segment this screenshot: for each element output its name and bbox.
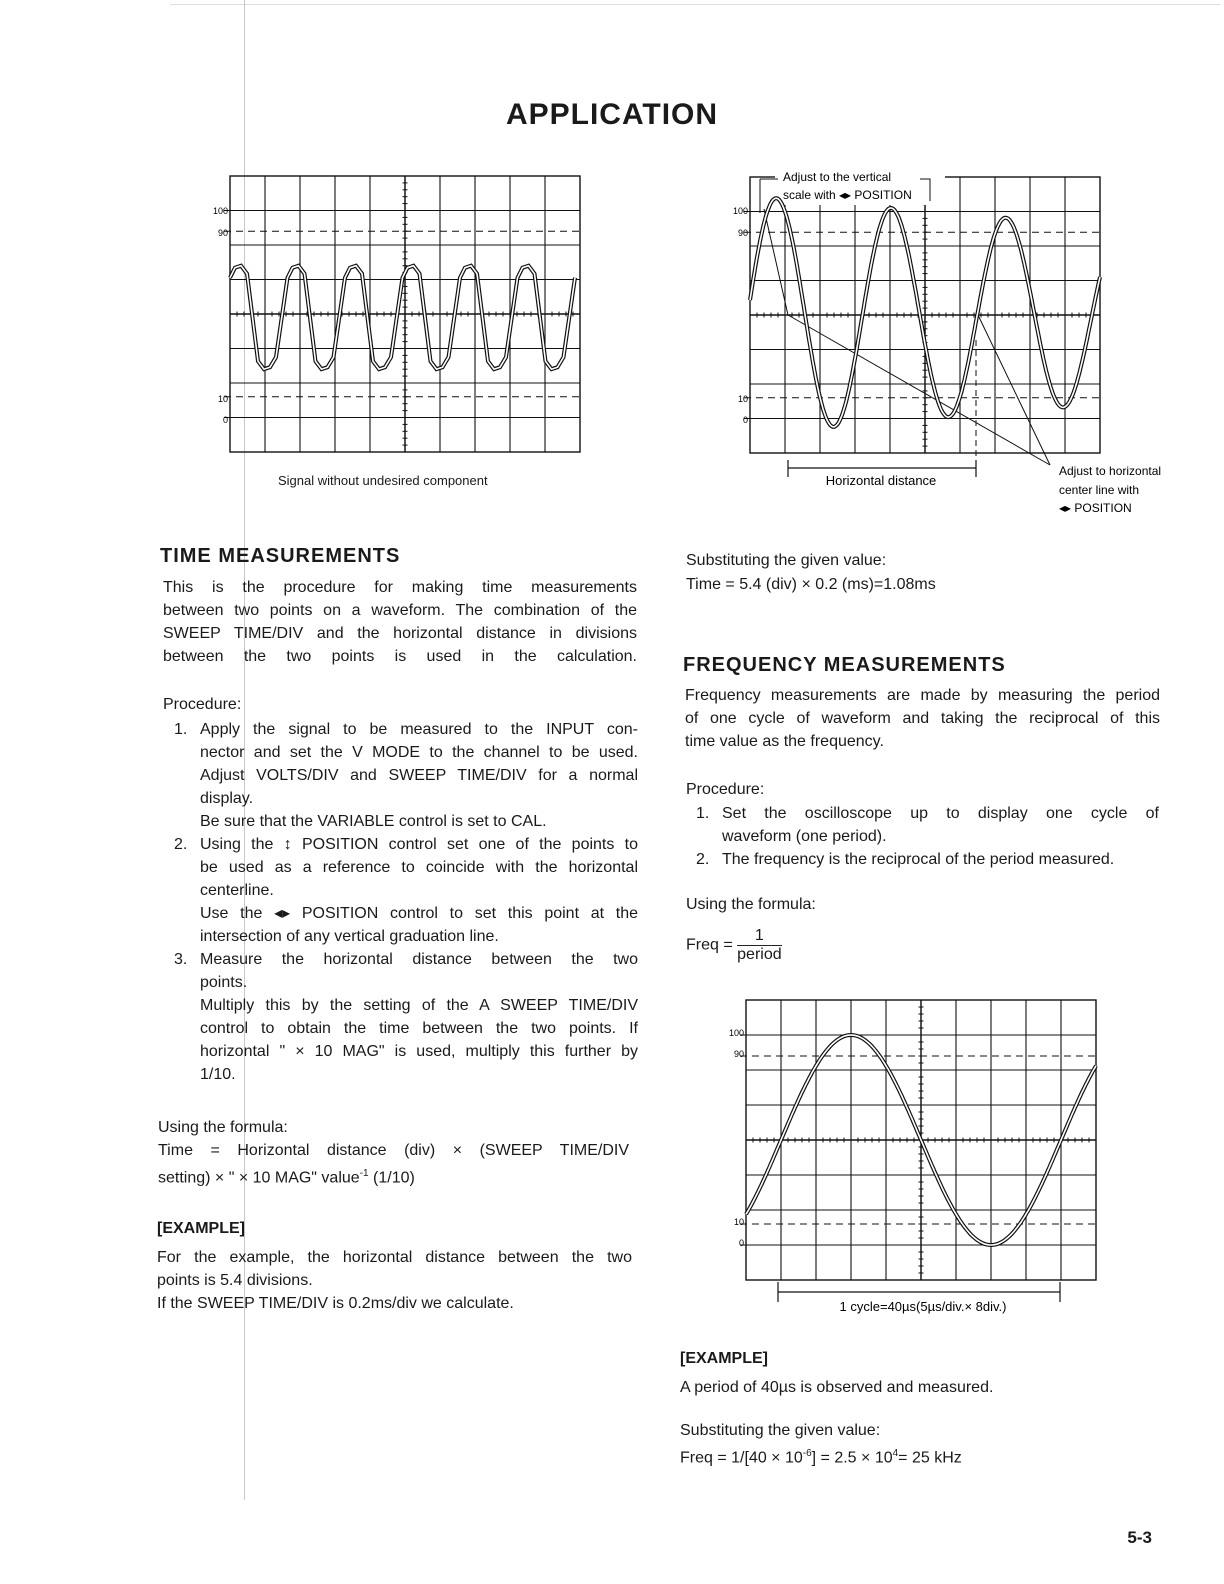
frequency-example: A period of 40µs is observed and measured. [680, 1379, 994, 1396]
time-substituting-label: Substituting the given value: [686, 552, 887, 569]
figure-caption-signal: Signal without undesired component [278, 473, 488, 488]
frequency-procedure-list [684, 802, 1159, 871]
time-result: Time = 5.4 (div) × 0.2 (ms)=1.08ms [686, 576, 936, 593]
page-number: 5-3 [1127, 1528, 1152, 1547]
time-formula-label: Using the formula: [158, 1119, 288, 1136]
frequency-formula-label: Using the formula: [686, 896, 816, 913]
scale-label-10: 10 [737, 394, 748, 404]
annotation-horizontal-3: ◂▸ POSITION [1059, 501, 1132, 515]
scale-label-90: 90 [217, 228, 228, 238]
frequency-example-label: [EXAMPLE] [680, 1350, 768, 1367]
scale-label-0: 0 [738, 1238, 744, 1248]
scale-label-0: 0 [222, 415, 228, 425]
frequency-step-2: 2. The frequency is the reciprocal of the period measured. [696, 851, 1115, 868]
scale-label-90: 90 [733, 1049, 744, 1059]
time-step-3: 3. Measure the horizontal distance between the two points. Multiply this by the setting of the A SWEEP TIME/DIV control to obtain the time between the two points. If horizontal " × 10 MAG" is used, multiply this further by 1/10. [174, 951, 638, 1083]
scale-label-10: 10 [733, 1217, 744, 1227]
time-formula-line1: Time = Horizontal distance (div) × (SWEEP TIME/DIV [158, 1142, 629, 1159]
top-rule [170, 4, 1220, 5]
scale-label-90: 90 [737, 228, 748, 238]
time-step-1: 1. Apply the signal to be measured to the INPUT con- nector and set the V MODE to the channel to be used. Adjust VOLTS/DIV and SWEEP TIME/DIV for a normal display. Be sure that the VARIABLE control is set to CAL. [174, 721, 638, 830]
scale-label-100: 100 [212, 206, 228, 216]
annotation-vertical-2: scale with ◂▸ POSITION [783, 188, 912, 202]
time-step-2: 2. Using the ↕ POSITION control set one of the points to be used as a reference to coincide with the horizontal centerline. Use the ◂▸ POSITION control to set this point at the intersection of any vertical graduation line. [174, 836, 638, 945]
page-title: APPLICATION [505, 98, 719, 131]
scale-label-100: 100 [732, 206, 748, 216]
figure-caption-cycle: 1 cycle=40µs(5µs/div.× 8div.) [839, 1299, 1007, 1314]
annotation-horizontal-1: Adjust to horizontal [1059, 464, 1162, 478]
frequency-result: Freq = $1/[40 \times 10^{-6}] = 2.5 \times 10^4= 25$ kHz [680, 1448, 962, 1467]
scale-label-10: 10 [217, 394, 228, 404]
time-intro: This is the procedure for making time measurements between two points on a waveform. The combination of the SWEEP TIME/DIV and the horizontal distance in divisions between the two points is used in the calculation. [163, 579, 637, 665]
frequency-step-1: 1. Set the oscilloscope up to display one cycle of waveform (one period). [696, 805, 1159, 845]
scale-label-0: 0 [742, 415, 748, 425]
figure-horizontal-distance [720, 165, 1190, 525]
time-formula-line2: setting) × " × 10 MAG" value$^{-1}$ (1/10) [158, 1168, 415, 1187]
frequency-procedure-label: Procedure: [686, 781, 765, 798]
figure-signal-waveform [200, 170, 600, 490]
time-heading: TIME MEASUREMENTS [160, 545, 401, 567]
frequency-heading: FREQUENCY MEASUREMENTS [683, 654, 1006, 676]
horizontal-distance-label: Horizontal distance [825, 473, 937, 488]
frequency-intro: Frequency measurements are made by measuring the period of one cycle of waveform and taking the reciprocal of this time value as the frequency. [685, 687, 1160, 750]
time-example-label: [EXAMPLE] [157, 1220, 245, 1237]
annotation-horizontal-2: center line with [1059, 483, 1140, 497]
time-procedure-list [162, 718, 638, 1086]
annotation-vertical-1: Adjust to the vertical [783, 170, 892, 184]
time-example: For the example, the horizontal distance between the two points is 5.4 divisions. If the SWEEP TIME/DIV is 0.2ms/div we calculate. [157, 1249, 632, 1312]
scale-label-100: 100 [728, 1028, 744, 1038]
time-procedure-label: Procedure: [163, 696, 242, 713]
frequency-substituting-label: Substituting the given value: [680, 1422, 881, 1439]
figure-one-cycle [716, 990, 1116, 1320]
frequency-formula: Freq = $\frac{1}{\text{period}}$ [686, 927, 782, 963]
